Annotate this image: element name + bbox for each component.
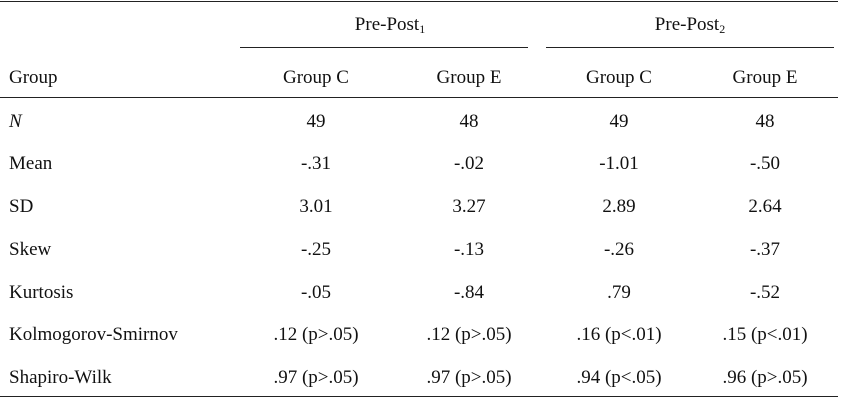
group-header-pre-post-2 xyxy=(655,13,725,41)
table-cell: 49 xyxy=(609,111,629,132)
table-cell: .94 (p<.05) xyxy=(576,367,662,388)
group-rule-2 xyxy=(546,47,834,48)
group-rule-1 xyxy=(240,47,528,48)
table-cell: -.50 xyxy=(749,153,781,174)
group-header-label: Pre-Post xyxy=(654,14,720,35)
row-label: SD xyxy=(9,196,34,217)
table-cell: .96 (p>.05) xyxy=(722,367,808,388)
table-cell: .79 xyxy=(607,282,631,303)
table-cell: -.26 xyxy=(603,239,635,260)
table-cell: 3.01 xyxy=(299,196,333,217)
row-label: Skew xyxy=(9,239,52,260)
row-label: Mean xyxy=(9,153,53,174)
row-label: N xyxy=(9,111,22,132)
column-header: Group E xyxy=(732,67,798,88)
table-cell: -1.01 xyxy=(599,153,639,174)
table-cell: .12 (p>.05) xyxy=(426,324,512,345)
table-cell: -.25 xyxy=(300,239,332,260)
table-cell: 48 xyxy=(755,111,775,132)
header-rule xyxy=(0,97,838,98)
group-header-subscript: 1 xyxy=(419,22,426,36)
table-cell: .97 (p>.05) xyxy=(426,367,512,388)
group-header-subscript: 2 xyxy=(719,22,726,36)
table-cell: 2.89 xyxy=(602,196,636,217)
table-cell: -.31 xyxy=(300,153,332,174)
table-cell: .12 (p>.05) xyxy=(273,324,359,345)
table-cell: -.02 xyxy=(453,153,485,174)
row-label: Shapiro-Wilk xyxy=(9,367,112,388)
row-header-label: Group xyxy=(9,67,58,88)
table-cell: 2.64 xyxy=(748,196,782,217)
table-cell: -.84 xyxy=(453,282,485,303)
table-cell: 3.27 xyxy=(452,196,486,217)
table-cell: .15 (p<.01) xyxy=(722,324,808,345)
row-label: Kolmogorov-Smirnov xyxy=(9,324,178,345)
bottom-rule xyxy=(0,396,838,397)
top-rule xyxy=(0,1,838,2)
table-cell: .16 (p<.01) xyxy=(576,324,662,345)
column-header: Group E xyxy=(436,67,502,88)
row-label: Kurtosis xyxy=(9,282,74,303)
table-cell: -.05 xyxy=(300,282,332,303)
group-header-label: Pre-Post xyxy=(354,14,420,35)
table-cell: -.13 xyxy=(453,239,485,260)
table-cell: 48 xyxy=(459,111,479,132)
column-header: Group C xyxy=(586,67,652,88)
table-cell: 49 xyxy=(306,111,326,132)
table-cell: -.52 xyxy=(749,282,781,303)
table-cell: .97 (p>.05) xyxy=(273,367,359,388)
column-header: Group C xyxy=(283,67,349,88)
table-cell: -.37 xyxy=(749,239,781,260)
group-header-pre-post-1 xyxy=(355,13,425,41)
